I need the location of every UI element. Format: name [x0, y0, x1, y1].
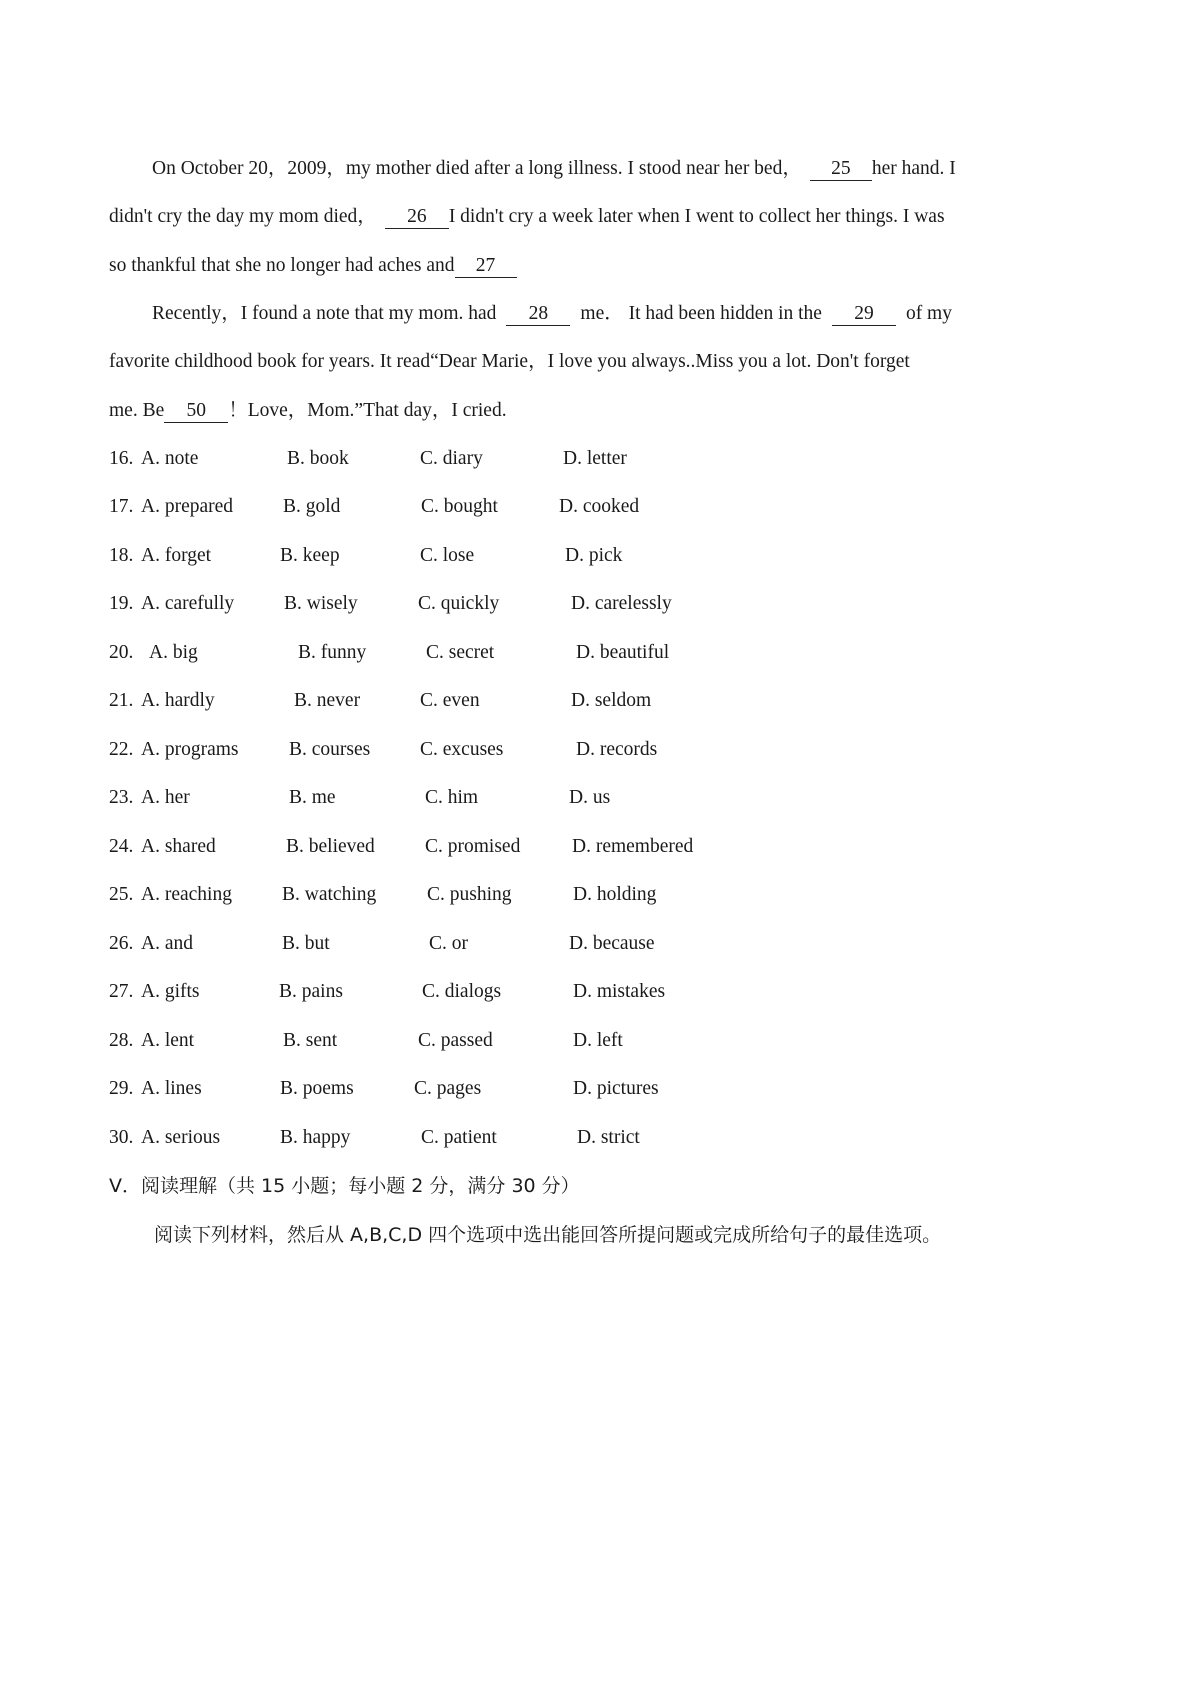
option-a: A. reaching	[141, 884, 232, 905]
option-b: B. courses	[289, 739, 371, 760]
passage-text: I didn't cry a week later when I went to collect her things. I was	[448, 206, 945, 227]
passage-line	[109, 398, 507, 424]
option-d: D. seldom	[571, 690, 652, 711]
option-d: D. mistakes	[573, 981, 666, 1002]
question-number: 24.	[109, 836, 134, 857]
option-c: C. quickly	[418, 593, 500, 614]
question-number: 23.	[109, 787, 134, 808]
passage-line	[109, 253, 517, 279]
option-c: C. pushing	[427, 884, 512, 905]
passage-line	[152, 301, 952, 327]
blank-25: 25	[810, 158, 872, 181]
option-b: B. keep	[280, 545, 340, 566]
option-c: C. passed	[418, 1030, 493, 1051]
option-c: C. even	[420, 690, 480, 711]
option-a: A. note	[141, 448, 199, 469]
passage-text: so thankful that she no longer had aches and	[109, 255, 455, 276]
question-number: 25.	[109, 884, 134, 905]
blank-28: 28	[506, 303, 570, 326]
question-number: 19.	[109, 593, 134, 614]
option-a: A. forget	[141, 545, 212, 566]
blank-27: 27	[455, 255, 517, 278]
option-d: D. us	[569, 787, 611, 808]
passage-text: of my	[905, 303, 952, 324]
passage-line	[152, 156, 956, 182]
option-c: C. promised	[425, 836, 521, 857]
question-number: 21.	[109, 690, 134, 711]
option-c: C. pages	[414, 1078, 482, 1099]
option-b: B. me	[289, 787, 336, 808]
question-number: 22.	[109, 739, 134, 760]
passage-line	[109, 349, 910, 375]
option-d: D. letter	[563, 448, 627, 469]
option-d: D. beautiful	[576, 642, 670, 663]
section-instruction: 阅读下列材料，然后从 A,B,C,D 四个选项中选出能回答所提问题或完成所给句子的最佳选项。	[154, 1224, 942, 1246]
option-a: A. shared	[141, 836, 216, 857]
question-number: 26.	[109, 933, 134, 954]
blank-26: 26	[385, 206, 449, 229]
option-c: C. bought	[421, 496, 498, 517]
option-c: C. him	[425, 787, 479, 808]
question-number: 30.	[109, 1127, 134, 1148]
question-number: 17.	[109, 496, 134, 517]
option-c: C. excuses	[420, 739, 504, 760]
passage-text: ！Love，Mom.”That day，I cried.	[228, 400, 507, 421]
option-b: B. wisely	[284, 593, 358, 614]
option-a: A. serious	[141, 1127, 221, 1148]
option-a: A. prepared	[141, 496, 234, 517]
passage-text: favorite childhood book for years. It read“Dear Marie，I love you always..Miss you a lot. Don't forget	[109, 351, 910, 372]
question-number: 28.	[109, 1030, 134, 1051]
option-b: B. funny	[298, 642, 367, 663]
option-c: C. diary	[420, 448, 483, 469]
passage-text: her hand. I	[871, 158, 956, 179]
option-a: A. big	[149, 642, 198, 663]
option-d: D. carelessly	[571, 593, 672, 614]
passage-text: didn't cry the day my mom died，	[109, 206, 377, 227]
option-d: D. records	[576, 739, 658, 760]
option-d: D. pick	[565, 545, 623, 566]
option-a: A. and	[141, 933, 193, 954]
option-b: B. book	[287, 448, 349, 469]
option-b: B. happy	[280, 1127, 351, 1148]
option-b: B. never	[294, 690, 361, 711]
question-number: 29.	[109, 1078, 134, 1099]
option-a: A. lines	[141, 1078, 202, 1099]
option-c: C. secret	[426, 642, 495, 663]
option-d: D. left	[573, 1030, 623, 1051]
blank-50: 50	[164, 400, 228, 423]
passage-text: me． It had been hidden in the	[580, 303, 822, 324]
option-d: D. remembered	[572, 836, 694, 857]
option-c: C. lose	[420, 545, 475, 566]
option-d: D. pictures	[573, 1078, 659, 1099]
option-a: A. her	[141, 787, 190, 808]
option-b: B. sent	[283, 1030, 338, 1051]
option-b: B. gold	[283, 496, 341, 517]
option-a: A. lent	[141, 1030, 195, 1051]
blank-29: 29	[832, 303, 896, 326]
option-a: A. hardly	[141, 690, 215, 711]
option-b: B. but	[282, 933, 330, 954]
option-b: B. watching	[282, 884, 377, 905]
option-a: A. programs	[141, 739, 239, 760]
option-d: D. holding	[573, 884, 657, 905]
section-heading: V．阅读理解（共 15 小题；每小题 2 分，满分 30 分）	[109, 1175, 580, 1197]
passage-line	[109, 204, 945, 230]
option-b: B. pains	[279, 981, 343, 1002]
option-a: A. carefully	[141, 593, 235, 614]
passage-text: Recently，I found a note that my mom. had	[152, 303, 497, 324]
option-c: C. dialogs	[422, 981, 502, 1002]
option-c: C. or	[429, 933, 468, 954]
option-c: C. patient	[421, 1127, 497, 1148]
option-b: B. poems	[280, 1078, 354, 1099]
passage-text: On October 20，2009，my mother died after a long illness. I stood near her bed，	[152, 158, 802, 179]
option-d: D. strict	[577, 1127, 640, 1148]
option-b: B. believed	[286, 836, 375, 857]
question-number: 20.	[109, 642, 134, 663]
option-a: A. gifts	[141, 981, 200, 1002]
question-number: 16.	[109, 448, 134, 469]
question-number: 27.	[109, 981, 134, 1002]
passage-text: me. Be	[109, 400, 165, 421]
option-d: D. cooked	[559, 496, 640, 517]
option-d: D. because	[569, 933, 655, 954]
question-number: 18.	[109, 545, 134, 566]
